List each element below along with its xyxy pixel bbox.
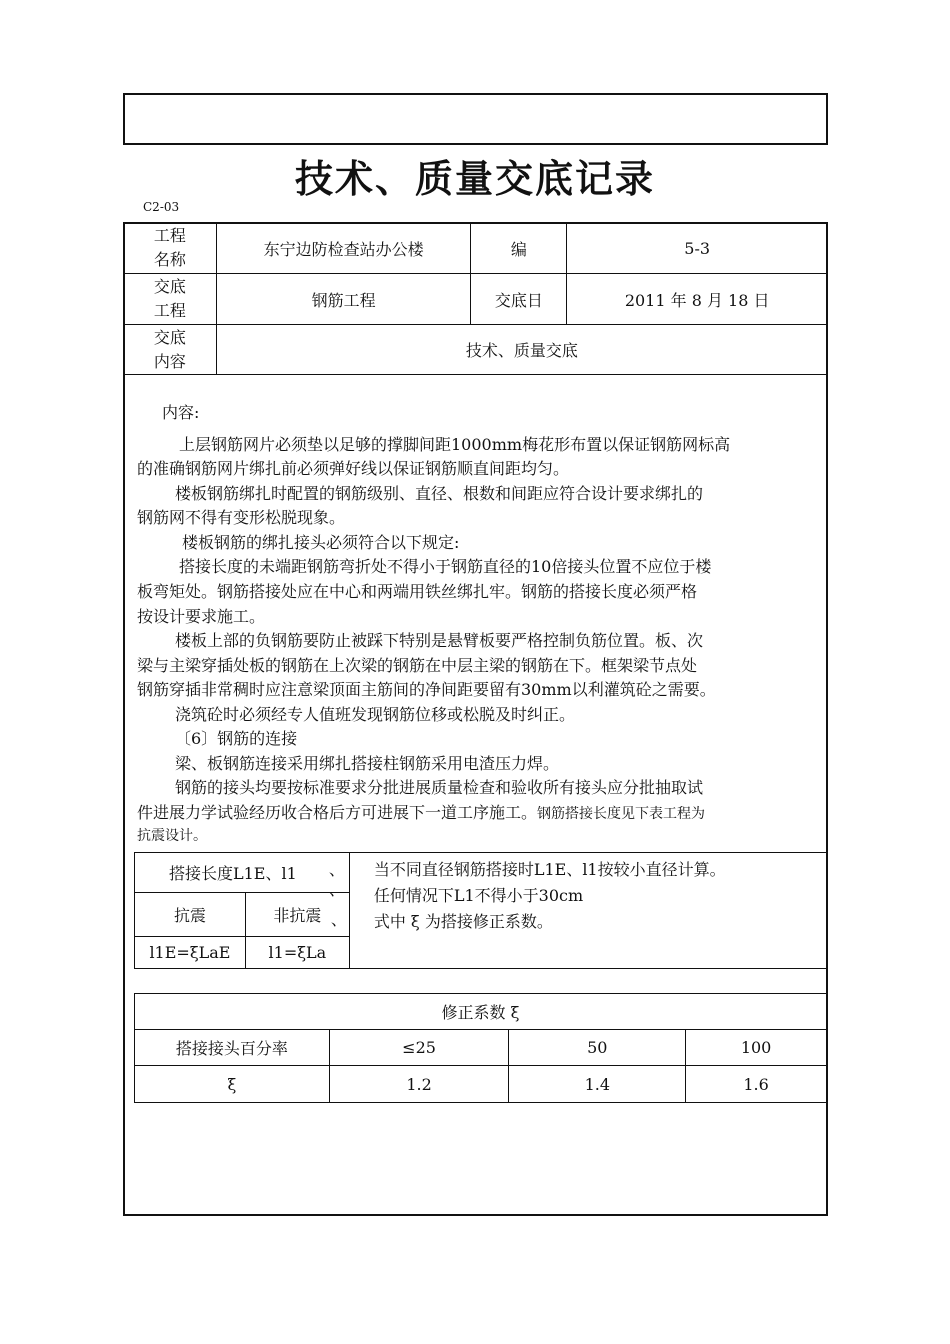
body-line-1: 上层钢筋网片必须垫以足够的撑脚间距1000mm梅花形布置以保证钢筋网标高 bbox=[179, 435, 731, 454]
body-line-9: 楼板上部的负钢筋要防止被踩下特别是悬臂板要严格控制负筋位置。板、次 bbox=[175, 631, 704, 650]
body-line-3: 楼板钢筋绑扎时配置的钢筋级别、直径、根数和间距应符合设计要求绑扎的 bbox=[175, 484, 704, 503]
body-line-6: 搭接长度的未端距钢筋弯折处不得小于钢筋直径的10倍接头位置不应位于楼 bbox=[179, 557, 712, 576]
lap-note-2: 任何情况下L1不得小于30cm bbox=[373, 886, 584, 905]
form-code: C2-03 bbox=[143, 200, 180, 214]
xi-label: ξ bbox=[135, 1066, 330, 1103]
body-line-2: 的准确钢筋网片绑扎前必须弹好线以保证钢筋顺直间距均匀。 bbox=[137, 459, 570, 478]
project-value: 东宁边防检查站办公楼 bbox=[216, 223, 471, 274]
content-value: 技术、质量交底 bbox=[216, 325, 827, 375]
percent-value: ≤25 bbox=[329, 1030, 509, 1066]
body-line-11: 钢筋穿插非常稠时应注意梁顶面主筋间的净间距要留有30mm以利灌筑砼之需要。 bbox=[137, 680, 716, 699]
code-label: 编 bbox=[471, 223, 567, 274]
body-line-13: 〔6〕钢筋的连接 bbox=[175, 729, 298, 748]
lap-mark-1: 、 bbox=[328, 860, 345, 879]
xi-value: 1.2 bbox=[329, 1066, 509, 1103]
xi-value: 1.6 bbox=[686, 1066, 827, 1103]
header-table bbox=[123, 222, 828, 375]
non-seismic-formula: l1=ξLa bbox=[245, 937, 349, 969]
content-heading: 内容: bbox=[162, 403, 200, 422]
body-line-17: 抗震设计。 bbox=[137, 828, 207, 844]
lap-notes bbox=[349, 853, 826, 969]
xi-value: 1.4 bbox=[509, 1066, 686, 1103]
non-seismic-text: 非抗震 bbox=[273, 906, 322, 925]
body-line-4: 钢筋网不得有变形松脱现象。 bbox=[137, 508, 346, 527]
percent-value: 50 bbox=[509, 1030, 686, 1066]
body-line-14: 梁、板钢筋连接采用绑扎搭接柱钢筋采用电渣压力焊。 bbox=[175, 754, 560, 773]
lap-note-1: 当不同直径钢筋搭接时L1E、l1按较小直径计算。 bbox=[373, 860, 726, 879]
item-label-text: 交底 工程 bbox=[153, 277, 186, 320]
item-label bbox=[124, 274, 217, 325]
body-line-15: 钢筋的接头均要按标准要求分批进展质量检查和验收所有接头应分批抽取试 bbox=[175, 778, 704, 797]
content-label bbox=[124, 325, 217, 375]
lap-header bbox=[135, 853, 350, 899]
project-label-text: 工程 名称 bbox=[153, 226, 186, 269]
body-line-7: 板弯矩处。钢筋搭接处应在中心和两端用铁丝绑扎牢。钢筋的搭接长度必须严格 bbox=[137, 582, 698, 601]
body-line-5: 楼板钢筋的绑扎接头必须符合以下规定: bbox=[182, 533, 460, 552]
lap-note-3: 式中 ξ 为搭接修正系数。 bbox=[373, 912, 553, 931]
content-body bbox=[137, 396, 821, 856]
coefficient-table bbox=[134, 993, 827, 1103]
non-seismic-label bbox=[245, 893, 349, 937]
page-title: 技术、质量交底记录 bbox=[294, 156, 655, 201]
body-line-12: 浇筑砼时必须经专人值班发现钢筋位移或松脱及时纠正。 bbox=[175, 705, 576, 724]
date-value: 2011 年 8 月 18 日 bbox=[567, 274, 828, 325]
body-line-16-tail: 钢筋搭接长度见下表工程为 bbox=[537, 806, 706, 822]
top-blank-box bbox=[123, 93, 828, 145]
percent-label: 搭接接头百分率 bbox=[135, 1030, 330, 1066]
body-line-16 bbox=[137, 800, 705, 823]
body-line-16-main: 件进展力学试验经历收合格后方可进展下一道工序施工。 bbox=[137, 803, 538, 822]
lap-header-text: 搭接长度L1E、l1 bbox=[169, 864, 297, 883]
lap-mark-2: 、 bbox=[328, 880, 345, 899]
lap-mark-3: 、 bbox=[330, 910, 347, 929]
item-value: 钢筋工程 bbox=[216, 274, 471, 325]
date-label: 交底日 bbox=[471, 274, 567, 325]
project-label bbox=[124, 223, 217, 274]
content-label-text: 交底 内容 bbox=[153, 327, 186, 371]
body-line-8: 按设计要求施工。 bbox=[137, 607, 266, 626]
code-value: 5-3 bbox=[567, 223, 828, 274]
body-line-10: 梁与主梁穿插处板的钢筋在上次梁的钢筋在中层主梁的钢筋在下。框架梁节点处 bbox=[137, 656, 698, 675]
percent-value: 100 bbox=[686, 1030, 827, 1066]
seismic-label: 抗震 bbox=[135, 893, 246, 937]
seismic-formula: l1E=ξLaE bbox=[135, 937, 246, 969]
lap-length-table bbox=[134, 852, 827, 969]
coefficient-title: 修正系数 ξ bbox=[135, 994, 827, 1030]
